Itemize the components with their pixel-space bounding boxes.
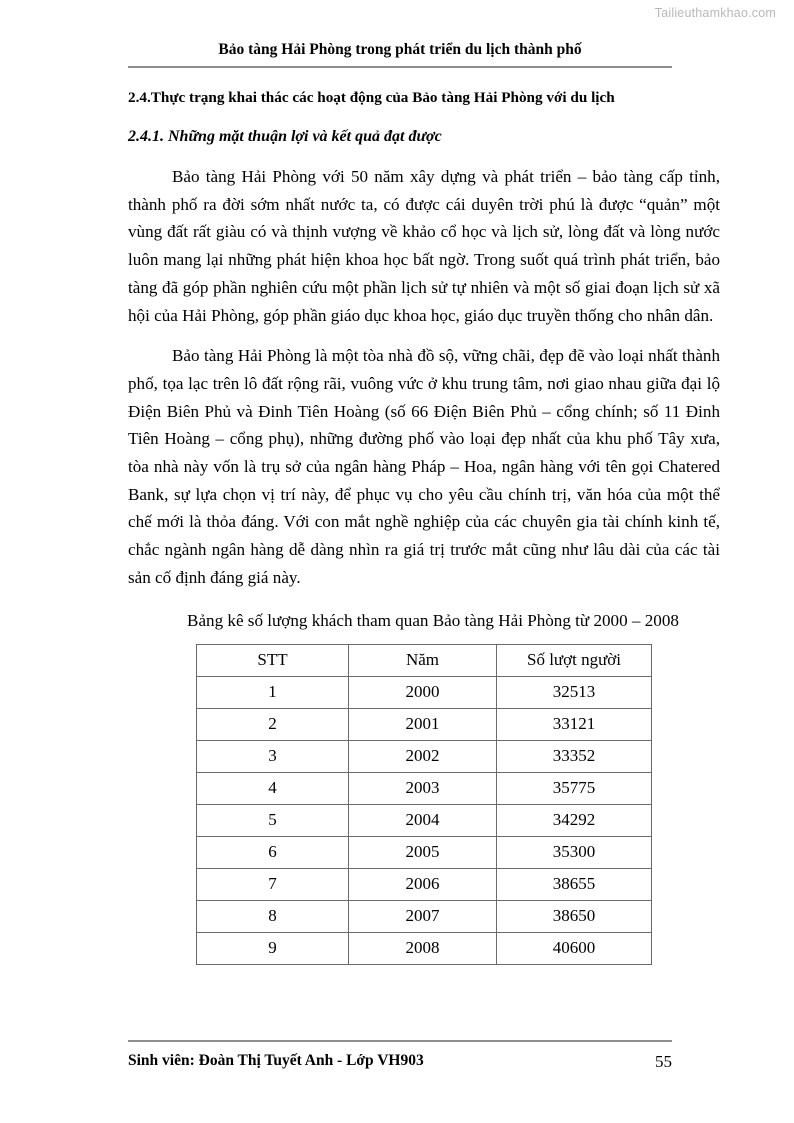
footer-student-info: Sinh viên: Đoàn Thị Tuyết Anh - Lớp VH903: [128, 1051, 424, 1069]
table-container: [128, 644, 720, 965]
column-header-year: Năm: [349, 645, 497, 677]
header-divider: [128, 66, 672, 68]
footer-divider: [128, 1040, 672, 1042]
cell-year: 2008: [349, 933, 497, 965]
table-row: [197, 677, 652, 709]
site-watermark: Tailieuthamkhao.com: [654, 6, 776, 20]
cell-visitors: 35300: [497, 837, 652, 869]
body-paragraph-1: Bảo tàng Hải Phòng với 50 năm xây dựng và phát triển – bảo tàng cấp tỉnh, thành phố ra đời sớm nhất nước ta, có được cái duyên trời phú là được “quản” một vùng đất rất giàu có và thịnh vượng về khảo cổ học và lịch sử, lòng đất và lòng nước luôn mang lại những phát hiện khoa học bất ngờ. Trong suốt quá trình phát triển, bảo tàng đã góp phần nghiên cứu một phần lịch sử tự nhiên và một số giai đoạn lịch sử xã hội của Hải Phòng, góp phần giáo dục khoa học, giáo dục truyền thống cho nhân dân.: [128, 167, 720, 325]
cell-year: 2003: [349, 773, 497, 805]
subsection-heading: 2.4.1. Những mặt thuận lợi và kết quả đạt được: [128, 127, 442, 145]
visitor-statistics-table: [196, 644, 652, 965]
cell-stt: 9: [197, 933, 349, 965]
cell-visitors: 32513: [497, 677, 652, 709]
running-footer: [128, 1040, 672, 1071]
table-row: [197, 709, 652, 741]
table-row: [197, 773, 652, 805]
cell-visitors: 38650: [497, 901, 652, 933]
cell-year: 2005: [349, 837, 497, 869]
cell-stt: 2: [197, 709, 349, 741]
cell-stt: 6: [197, 837, 349, 869]
table-row: [197, 741, 652, 773]
table-row: [197, 837, 652, 869]
cell-year: 2004: [349, 805, 497, 837]
cell-visitors: 35775: [497, 773, 652, 805]
cell-stt: 4: [197, 773, 349, 805]
cell-visitors: 34292: [497, 805, 652, 837]
table-caption: Bảng kê số lượng khách tham quan Bảo tàng Hải Phòng từ 2000 – 2008: [187, 611, 679, 631]
running-header: [128, 40, 672, 68]
column-header-visitors: Số lượt người: [497, 645, 652, 677]
cell-year: 2000: [349, 677, 497, 709]
section-heading: 2.4.Thực trạng khai thác các hoạt động của Bảo tàng Hải Phòng với du lịch: [128, 89, 615, 106]
table-row: [197, 901, 652, 933]
document-body: [128, 88, 720, 965]
cell-visitors: 33352: [497, 741, 652, 773]
table-body: [197, 677, 652, 965]
cell-year: 2007: [349, 901, 497, 933]
table-row: [197, 933, 652, 965]
table-header-row: [197, 645, 652, 677]
footer-row: [128, 1049, 672, 1071]
cell-stt: 5: [197, 805, 349, 837]
cell-year: 2002: [349, 741, 497, 773]
cell-stt: 3: [197, 741, 349, 773]
table-row: [197, 805, 652, 837]
cell-year: 2006: [349, 869, 497, 901]
column-header-stt: STT: [197, 645, 349, 677]
table-row: [197, 869, 652, 901]
cell-visitors: 38655: [497, 869, 652, 901]
cell-visitors: 40600: [497, 933, 652, 965]
cell-stt: 1: [197, 677, 349, 709]
body-paragraph-2: Bảo tàng Hải Phòng là một tòa nhà đồ sộ, vững chãi, đẹp đẽ vào loại nhất thành phố, tọa lạc trên lô đất rộng rãi, vuông vức ở khu trung tâm, nơi giao nhau giữa đại lộ Điện Biên Phủ và Đinh Tiên Hoàng (số 66 Điện Biên Phủ – cổng chính; số 11 Đinh Tiên Hoàng – cổng phụ), những đường phố vào loại đẹp nhất của khu phố Tây xưa, tòa nhà này vốn là trụ sở của ngân hàng Pháp – Hoa, ngân hàng với tên gọi Chatered Bank, sự lựa chọn vị trí này, để phục vụ cho yêu cầu chính trị, văn hóa của một thể chế mới là thỏa đáng. Với con mắt nghề nghiệp của các chuyên gia tài chính kinh tế, chắc ngành ngân hàng dễ dàng nhìn ra giá trị trước mắt cũng như lâu dài của các tài sản cố định đáng giá này.: [128, 346, 720, 587]
cell-stt: 8: [197, 901, 349, 933]
cell-visitors: 33121: [497, 709, 652, 741]
page-number: 55: [655, 1052, 672, 1071]
header-title: Bảo tàng Hải Phòng trong phát triển du lịch thành phố: [218, 41, 582, 58]
cell-stt: 7: [197, 869, 349, 901]
cell-year: 2001: [349, 709, 497, 741]
